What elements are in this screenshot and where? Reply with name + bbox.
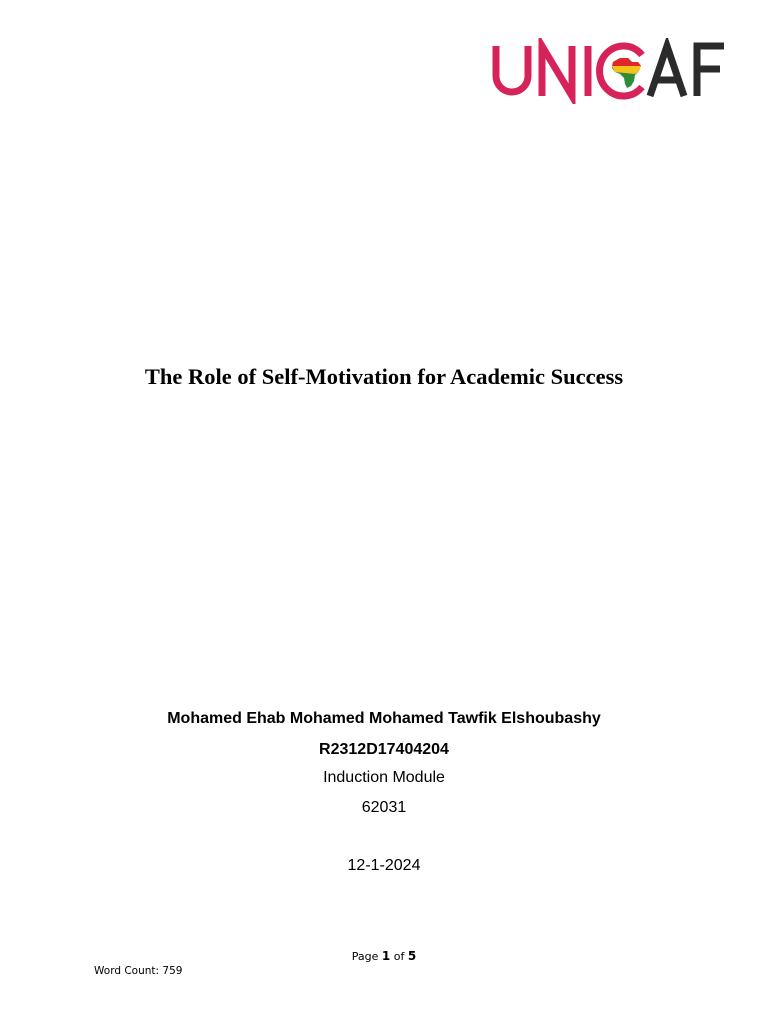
page-number (0, 949, 768, 963)
unicaf-logo-graphic (492, 38, 737, 104)
module-name: Induction Module (323, 769, 445, 786)
page-current: 1 (381, 949, 391, 963)
student-id: R2312D17404204 (319, 741, 449, 758)
page-of: of (393, 950, 405, 963)
africa-map-icon (612, 58, 641, 88)
unicaf-logo (492, 38, 737, 104)
module-code: 62031 (361, 799, 407, 816)
author-name: Mohamed Ehab Mohamed Mohamed Tawfik Elshoubashy (167, 710, 601, 727)
submission-date: 12-1-2024 (347, 857, 421, 874)
page-total: 5 (407, 949, 417, 963)
word-count: Word Count: 759 (94, 965, 183, 977)
document-title: The Role of Self-Motivation for Academic Success (144, 364, 624, 389)
page-prefix: Page (351, 950, 379, 963)
